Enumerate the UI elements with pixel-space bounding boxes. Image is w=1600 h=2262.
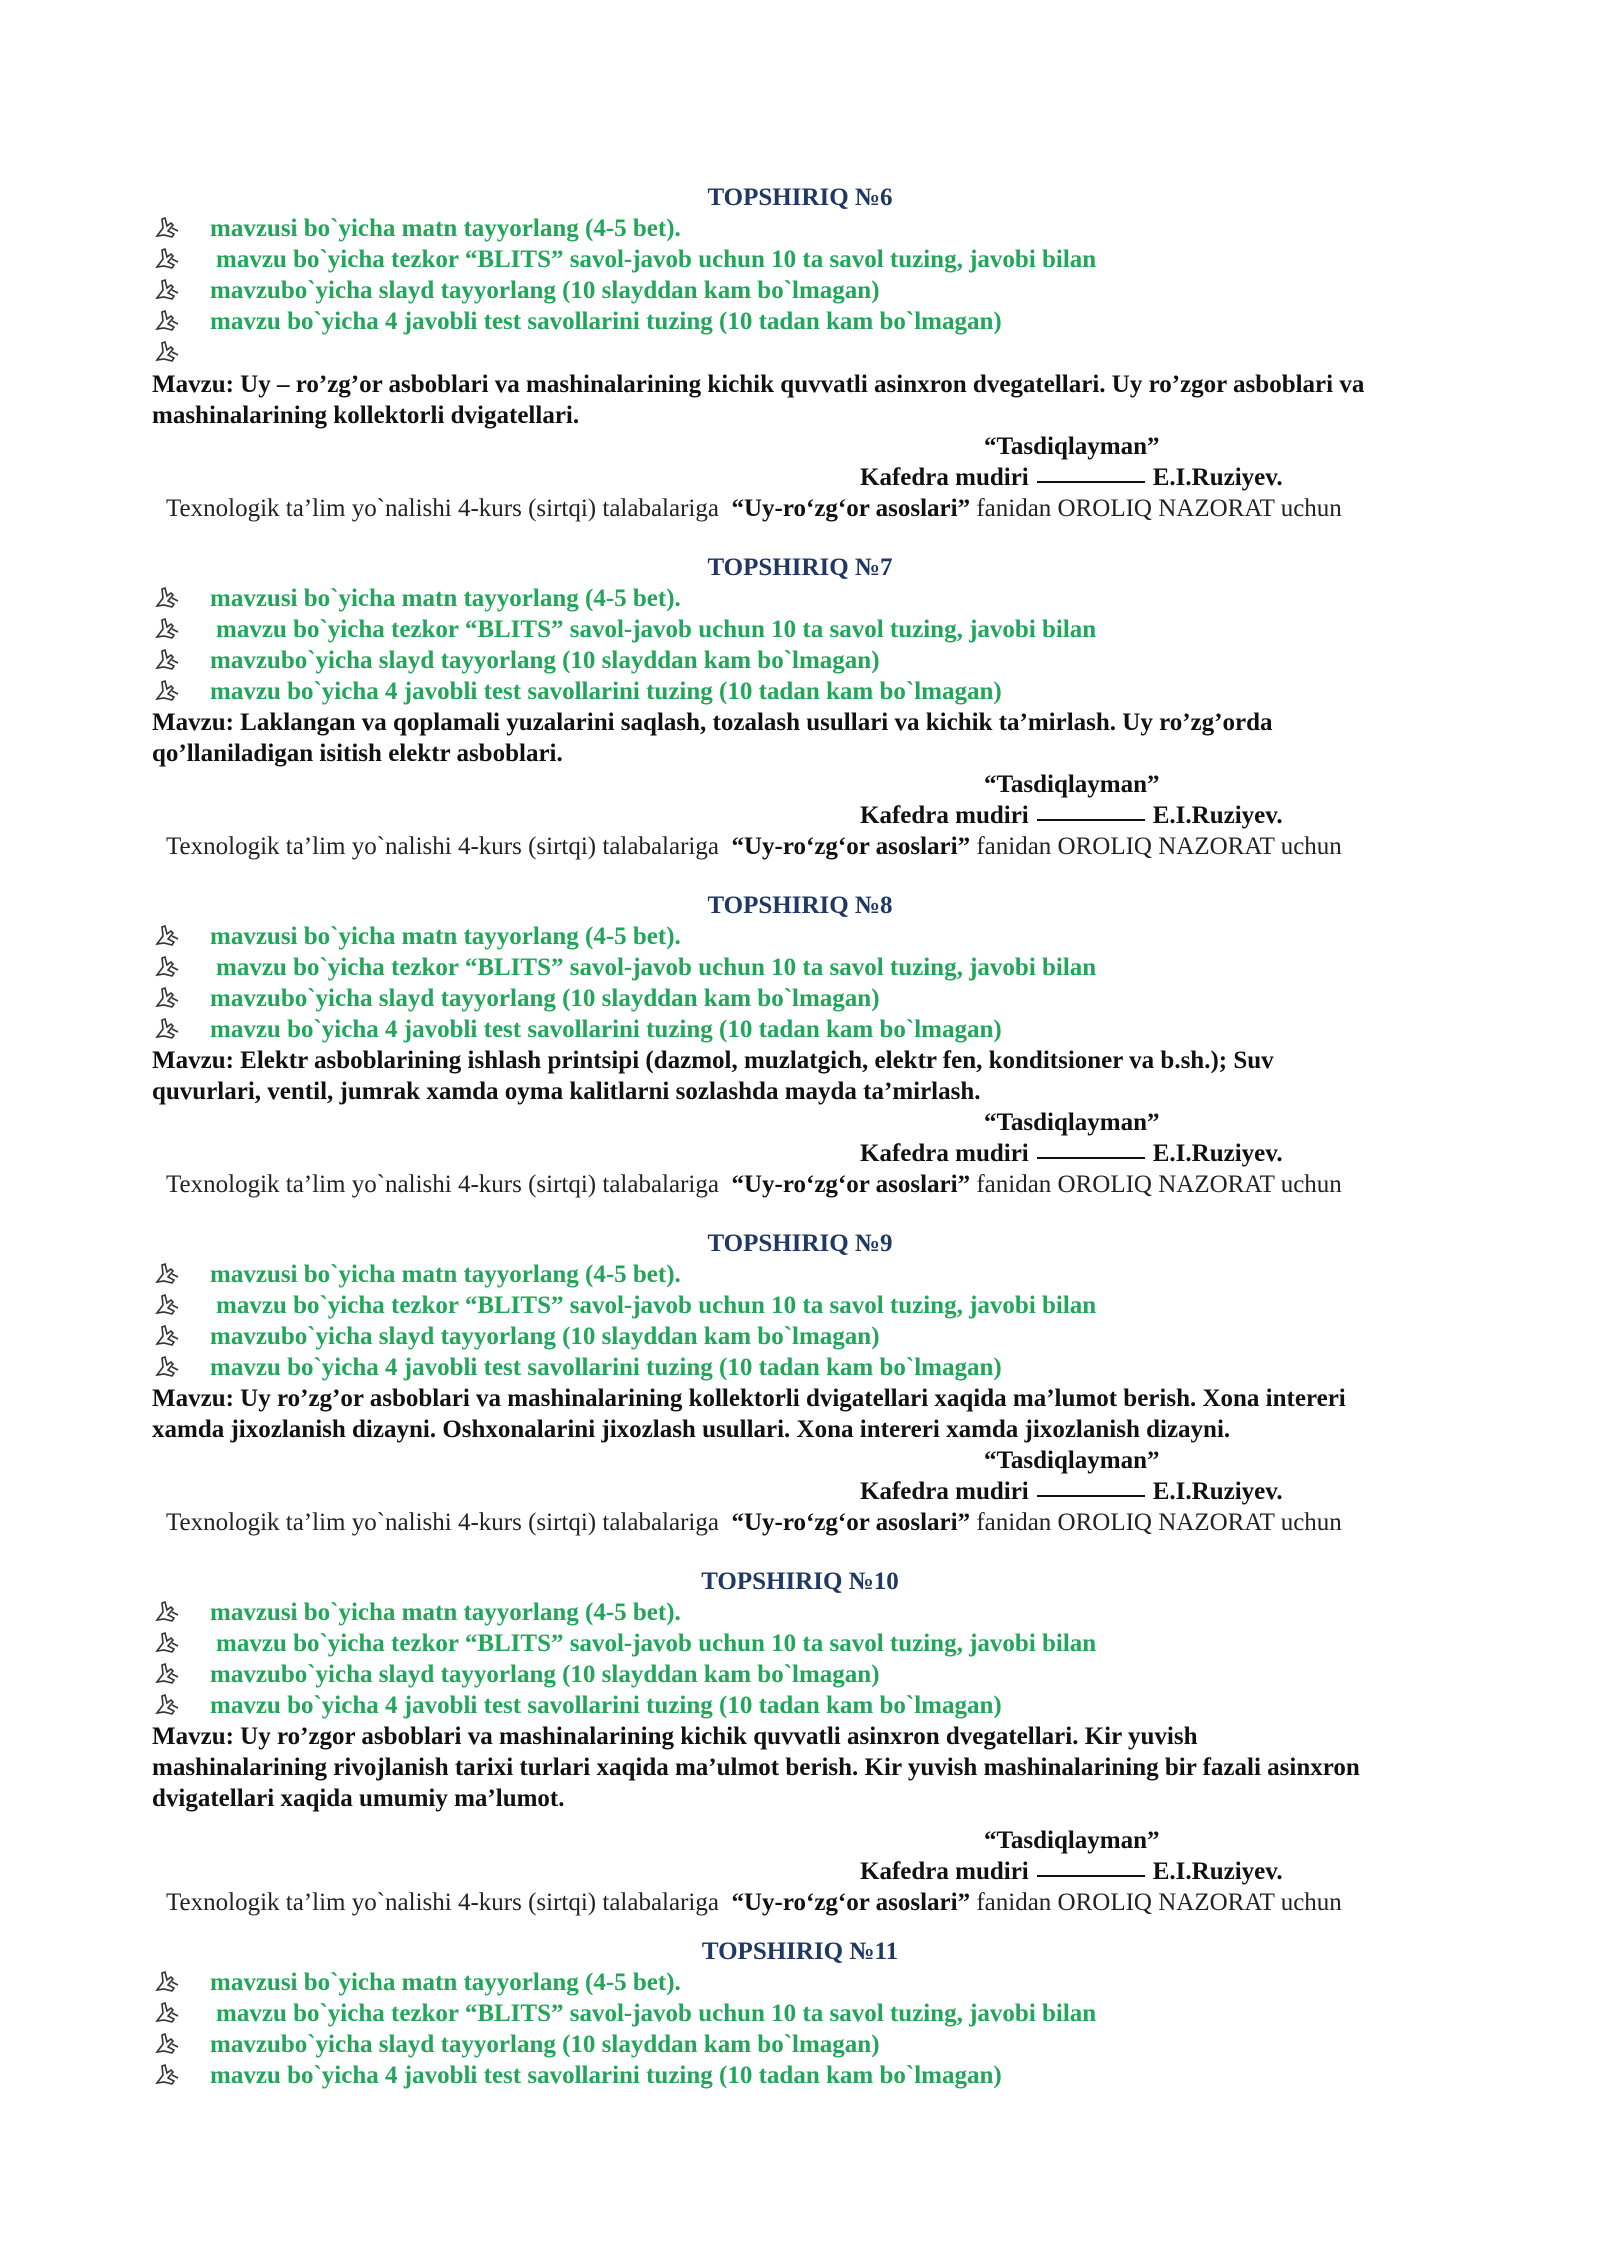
- approval-tasdiq: “Tasdiqlayman”: [984, 1447, 1160, 1474]
- task-item: mavzu bo`yicha tezkor “BLITS” savol-javob uchun 10 ta savol tuzing, javobi bilan: [216, 616, 1097, 643]
- writing-hand-icon: [154, 1660, 180, 1686]
- mavzu-line: dvigatellari xaqida umumiy ma’lumot.: [152, 1785, 565, 1812]
- writing-hand-icon: [154, 2030, 180, 2056]
- assignment-title: TOPSHIRIQ №6: [707, 184, 893, 211]
- approval-tasdiq: “Tasdiqlayman”: [984, 1109, 1160, 1136]
- writing-hand-icon: [154, 1260, 180, 1286]
- task-item: mavzubo`yicha slayd tayyorlang (10 slayddan kam bo`lmagan): [210, 277, 880, 304]
- approval-kafedra: Kafedra mudiri E.I.Ruziyev.: [860, 464, 1283, 491]
- writing-hand-icon: [154, 953, 180, 979]
- footer-line: Texnologik ta’lim yo`nalishi 4-kurs (sirtqi) talabalariga “Uy-ro‘zg‘or asoslari” fanidan OROLIQ NAZORAT uchun: [166, 1171, 1342, 1198]
- task-item: mavzusi bo`yicha matn tayyorlang (4-5 bet).: [210, 1599, 681, 1626]
- writing-hand-icon: [154, 1598, 180, 1624]
- task-item: mavzusi bo`yicha matn tayyorlang (4-5 bet).: [210, 923, 681, 950]
- assignment-title: TOPSHIRIQ №10: [701, 1568, 899, 1595]
- writing-hand-icon: [154, 1691, 180, 1717]
- writing-hand-icon: [154, 2061, 180, 2087]
- assignment-title: TOPSHIRIQ №9: [707, 1230, 893, 1257]
- task-item: mavzu bo`yicha 4 javobli test savollarini tuzing (10 tadan kam bo`lmagan): [210, 2062, 1002, 2089]
- writing-hand-icon: [154, 1322, 180, 1348]
- writing-hand-icon: [154, 1629, 180, 1655]
- writing-hand-icon: [154, 1353, 180, 1379]
- approval-kafedra: Kafedra mudiri E.I.Ruziyev.: [860, 802, 1283, 829]
- task-item: mavzu bo`yicha tezkor “BLITS” savol-javob uchun 10 ta savol tuzing, javobi bilan: [216, 246, 1097, 273]
- assignment-title: TOPSHIRIQ №11: [701, 1938, 899, 1965]
- writing-hand-icon: [154, 984, 180, 1010]
- task-item: mavzu bo`yicha tezkor “BLITS” savol-javob uchun 10 ta savol tuzing, javobi bilan: [216, 2000, 1097, 2027]
- approval-kafedra: Kafedra mudiri E.I.Ruziyev.: [860, 1858, 1283, 1885]
- task-item: mavzubo`yicha slayd tayyorlang (10 slayddan kam bo`lmagan): [210, 1323, 880, 1350]
- footer-line: Texnologik ta’lim yo`nalishi 4-kurs (sirtqi) talabalariga “Uy-ro‘zg‘or asoslari” fanidan OROLIQ NAZORAT uchun: [166, 1509, 1342, 1536]
- writing-hand-icon: [154, 245, 180, 271]
- task-item: mavzu bo`yicha 4 javobli test savollarini tuzing (10 tadan kam bo`lmagan): [210, 678, 1002, 705]
- footer-line: Texnologik ta’lim yo`nalishi 4-kurs (sirtqi) talabalariga “Uy-ro‘zg‘or asoslari” fanidan OROLIQ NAZORAT uchun: [166, 833, 1342, 860]
- writing-hand-icon: [154, 307, 180, 333]
- mavzu-line: qo’llaniladigan isitish elektr asboblari.: [152, 740, 563, 767]
- approval-kafedra: Kafedra mudiri E.I.Ruziyev.: [860, 1140, 1283, 1167]
- writing-hand-icon: [154, 1291, 180, 1317]
- footer-line: Texnologik ta’lim yo`nalishi 4-kurs (sirtqi) talabalariga “Uy-ro‘zg‘or asoslari” fanidan OROLIQ NAZORAT uchun: [166, 1889, 1342, 1916]
- writing-hand-icon: [154, 1015, 180, 1041]
- task-item: mavzu bo`yicha 4 javobli test savollarini tuzing (10 tadan kam bo`lmagan): [210, 1692, 1002, 1719]
- approval-tasdiq: “Tasdiqlayman”: [984, 1827, 1160, 1854]
- writing-hand-icon: [154, 922, 180, 948]
- task-item: mavzubo`yicha slayd tayyorlang (10 slayddan kam bo`lmagan): [210, 985, 880, 1012]
- assignment-title: TOPSHIRIQ №8: [707, 892, 893, 919]
- writing-hand-icon: [154, 615, 180, 641]
- task-item: mavzubo`yicha slayd tayyorlang (10 slayddan kam bo`lmagan): [210, 1661, 880, 1688]
- writing-hand-icon: [154, 338, 180, 364]
- mavzu-line: Mavzu: Elektr asboblarining ishlash printsipi (dazmol, muzlatgich, elektr fen, konditsioner va b.sh.); Suv: [152, 1047, 1274, 1074]
- writing-hand-icon: [154, 646, 180, 672]
- writing-hand-icon: [154, 677, 180, 703]
- footer-line: Texnologik ta’lim yo`nalishi 4-kurs (sirtqi) talabalariga “Uy-ro‘zg‘or asoslari” fanidan OROLIQ NAZORAT uchun: [166, 495, 1342, 522]
- task-item: mavzusi bo`yicha matn tayyorlang (4-5 bet).: [210, 1261, 681, 1288]
- task-item: mavzu bo`yicha tezkor “BLITS” savol-javob uchun 10 ta savol tuzing, javobi bilan: [216, 1630, 1097, 1657]
- approval-tasdiq: “Tasdiqlayman”: [984, 771, 1160, 798]
- task-item: mavzubo`yicha slayd tayyorlang (10 slayddan kam bo`lmagan): [210, 647, 880, 674]
- mavzu-line: Mavzu: Uy – ro’zg’or asboblari va mashinalarining kichik quvvatli asinxron dvegatellari. Uy ro’zgor asboblari va: [152, 371, 1365, 398]
- mavzu-line: Mavzu: Laklangan va qoplamali yuzalarini saqlash, tozalash usullari va kichik ta’mirlash. Uy ro’zg’orda: [152, 709, 1273, 736]
- writing-hand-icon: [154, 214, 180, 240]
- task-item: mavzu bo`yicha 4 javobli test savollarini tuzing (10 tadan kam bo`lmagan): [210, 308, 1002, 335]
- assignment-title: TOPSHIRIQ №7: [707, 554, 893, 581]
- mavzu-line: Mavzu: Uy ro’zg’or asboblari va mashinalarining kollektorli dvigatellari xaqida ma’lumot berish. Xona intereri: [152, 1385, 1346, 1412]
- task-item: mavzusi bo`yicha matn tayyorlang (4-5 bet).: [210, 1969, 681, 1996]
- task-item: mavzu bo`yicha tezkor “BLITS” savol-javob uchun 10 ta savol tuzing, javobi bilan: [216, 1292, 1097, 1319]
- writing-hand-icon: [154, 1999, 180, 2025]
- mavzu-line: mashinalarining kollektorli dvigatellari.: [152, 402, 580, 429]
- approval-tasdiq: “Tasdiqlayman”: [984, 433, 1160, 460]
- writing-hand-icon: [154, 276, 180, 302]
- task-item: mavzu bo`yicha 4 javobli test savollarini tuzing (10 tadan kam bo`lmagan): [210, 1354, 1002, 1381]
- task-item: mavzu bo`yicha tezkor “BLITS” savol-javob uchun 10 ta savol tuzing, javobi bilan: [216, 954, 1097, 981]
- mavzu-line: quvurlari, ventil, jumrak xamda oyma kalitlarni sozlashda mayda ta’mirlash.: [152, 1078, 981, 1105]
- writing-hand-icon: [154, 584, 180, 610]
- task-item: mavzusi bo`yicha matn tayyorlang (4-5 bet).: [210, 585, 681, 612]
- approval-kafedra: Kafedra mudiri E.I.Ruziyev.: [860, 1478, 1283, 1505]
- task-item: mavzubo`yicha slayd tayyorlang (10 slayddan kam bo`lmagan): [210, 2031, 880, 2058]
- task-item: mavzu bo`yicha 4 javobli test savollarini tuzing (10 tadan kam bo`lmagan): [210, 1016, 1002, 1043]
- mavzu-line: xamda jixozlanish dizayni. Oshxonalarini jixozlash usullari. Xona intereri xamda jixozlanish dizayni.: [152, 1416, 1231, 1443]
- writing-hand-icon: [154, 1968, 180, 1994]
- mavzu-line: mashinalarining rivojlanish tarixi turlari xaqida ma’ulmot berish. Kir yuvish mashinalarining bir fazali asinxron: [152, 1754, 1360, 1781]
- mavzu-line: Mavzu: Uy ro’zgor asboblari va mashinalarining kichik quvvatli asinxron dvegatellari. Kir yuvish: [152, 1723, 1198, 1750]
- task-item: mavzusi bo`yicha matn tayyorlang (4-5 bet).: [210, 215, 681, 242]
